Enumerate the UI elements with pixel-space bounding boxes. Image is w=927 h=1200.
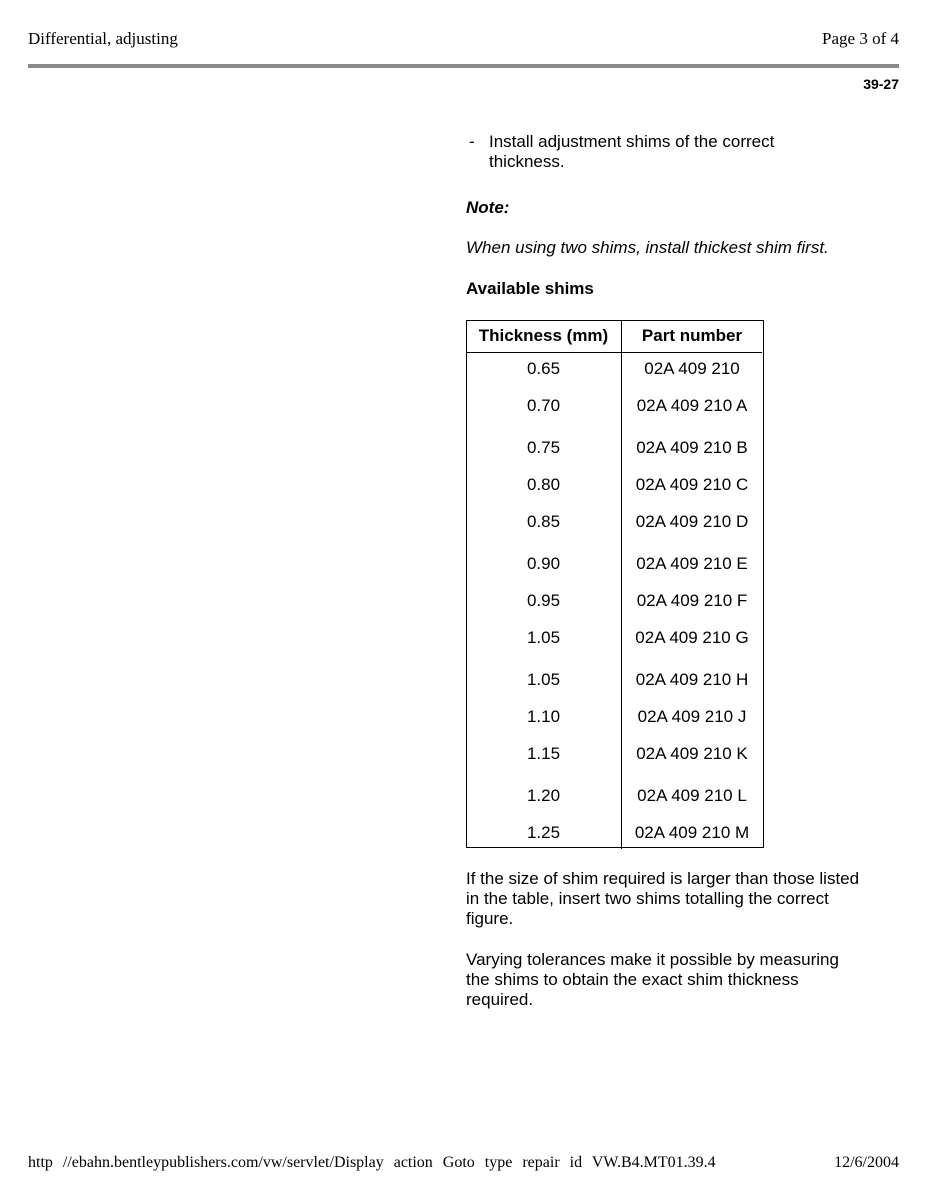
oversize-shim-paragraph: If the size of shim required is larger than those listed in the table, insert two shims totalling the correct figure.: [466, 869, 860, 928]
part-number-cell: 02A 409 210 C: [635, 475, 749, 494]
step-text: Install adjustment shims of the correct thickness.: [489, 132, 775, 171]
part-number-cell: 02A 409 210 J: [637, 707, 747, 726]
table-header-row: [466, 320, 762, 353]
table-row: [466, 385, 762, 427]
part-number-cell: 02A 409 210 L: [637, 786, 747, 805]
table-row: [466, 775, 762, 817]
table-row: [466, 353, 762, 386]
step-bullet: -: [469, 132, 475, 151]
thickness-cell: 0.75: [466, 427, 622, 469]
thickness-cell: 1.05: [466, 659, 622, 701]
header-divider: [28, 64, 899, 68]
thickness-cell: 0.90: [466, 543, 622, 585]
footer-url: http //ebahn.bentleypublishers.com/vw/servlet/Display action Goto type repair id VW.B4.MT01.39.4: [28, 1154, 716, 1171]
table-row: [466, 617, 762, 659]
part-number-cell: 02A 409 210 B: [636, 438, 748, 457]
thickness-cell: 0.85: [466, 501, 622, 543]
part-number-cell: 02A 409 210 D: [635, 512, 749, 531]
part-number-header: Part number: [622, 320, 763, 353]
thickness-header: Thickness (mm): [466, 320, 622, 353]
part-number-cell: 02A 409 210 H: [635, 670, 749, 689]
table-row: [466, 543, 762, 585]
thickness-cell: 1.10: [466, 701, 622, 733]
page-indicator: Page 3 of 4: [822, 29, 899, 48]
table-row: [466, 733, 762, 775]
thickness-cell: 0.65: [466, 353, 622, 386]
tolerance-paragraph: Varying tolerances make it possible by measuring the shims to obtain the exact shim thickness required.: [466, 950, 839, 1009]
part-number-cell: 02A 409 210 K: [636, 744, 748, 763]
table-row: [466, 817, 762, 849]
install-step: [466, 132, 876, 172]
thickness-cell: 0.95: [466, 585, 622, 617]
thickness-cell: 1.15: [466, 733, 622, 775]
table-row: [466, 659, 762, 701]
document-title: Differential, adjusting: [28, 29, 178, 48]
part-number-cell: 02A 409 210 A: [636, 396, 748, 415]
section-code: 39-27: [863, 76, 899, 92]
thickness-cell: 0.70: [466, 385, 622, 427]
thickness-cell: 1.25: [466, 817, 622, 849]
part-number-cell: 02A 409 210 G: [635, 628, 749, 647]
thickness-cell: 1.20: [466, 775, 622, 817]
part-number-cell: 02A 409 210 E: [636, 554, 748, 573]
table-row: [466, 469, 762, 501]
note-label: Note:: [466, 198, 510, 217]
table-row: [466, 501, 762, 543]
available-shims-heading: Available shims: [466, 279, 594, 298]
table-row: [466, 427, 762, 469]
thickness-cell: 1.05: [466, 617, 622, 659]
part-number-cell: 02A 409 210: [644, 359, 740, 378]
part-number-cell: 02A 409 210 M: [634, 823, 750, 842]
footer-date: 12/6/2004: [834, 1154, 899, 1171]
table-row: [466, 701, 762, 733]
content-column: [466, 132, 876, 298]
shim-table: [466, 320, 762, 849]
thickness-cell: 0.80: [466, 469, 622, 501]
table-row: [466, 585, 762, 617]
note-text: When using two shims, install thickest shim first.: [466, 238, 829, 257]
part-number-cell: 02A 409 210 F: [636, 591, 748, 610]
